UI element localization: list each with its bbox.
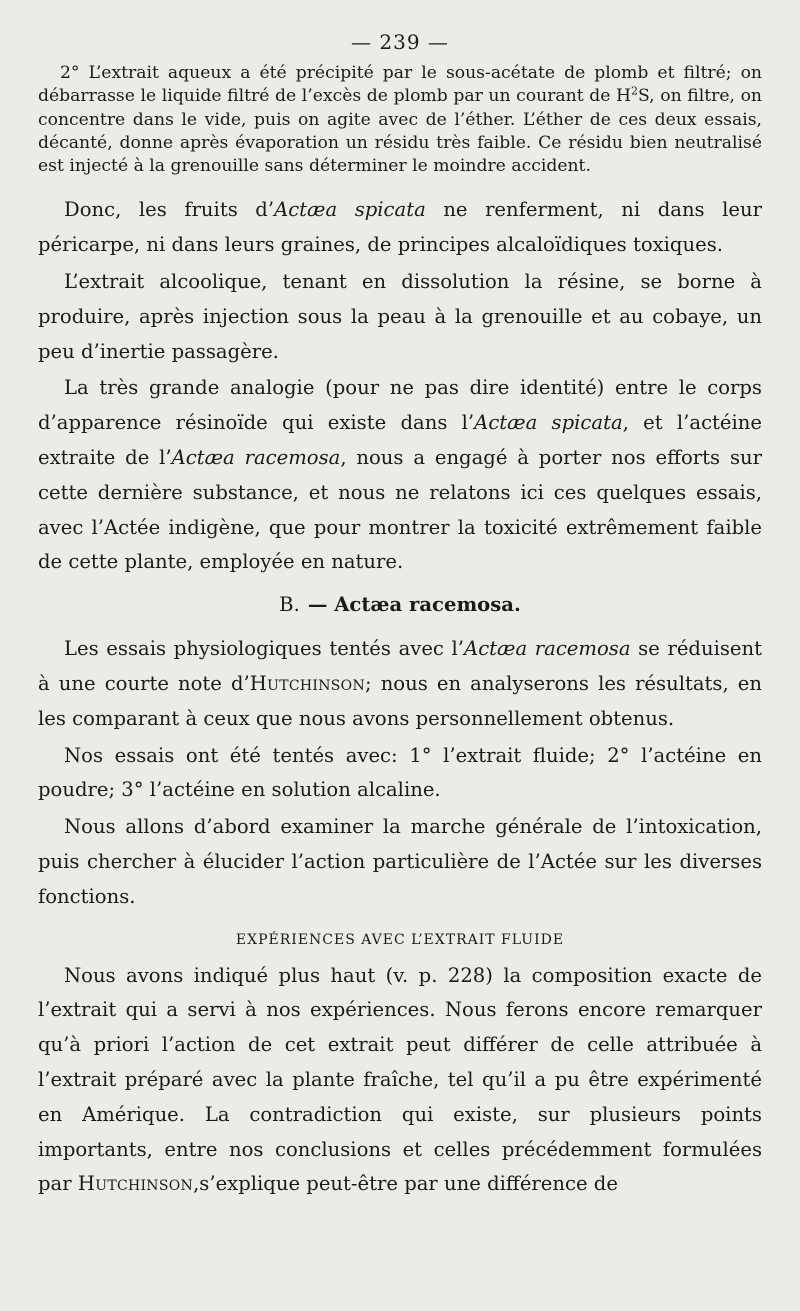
subsection-heading: EXPÉRIENCES AVEC L’EXTRAIT FLUIDE — [235, 931, 565, 948]
section-heading: B. — Actæa racemosa. — [279, 593, 521, 617]
paragraph-fluid-extract: Nous avons indiqué plus haut (v. p. 228) la composition exacte de l’extrait qui a servi à nos expériences. Nous ferons encore remarquer qu’à priori l’action de cet extrait peut différer de celle attribuée à l’extrait préparé avec la plante fraîche, tel qu’il a pu être expérimenté en Amérique. La contradiction qui existe, sur plusieurs points importants, entre nos conclusions et celles précédemment formulées par Hutchinson,s’explique peut-être par une différence de — [38, 963, 762, 1196]
paragraph-aqueous-extract: 2° L’extrait aqueux a été précipité par le sous-acétate de plomb et filtré; on débarrasse le liquide filtré de l’excès de plomb par un courant de $H^2S$, on filtre, on concentre dans le vide, puis on agite avec de l’éther. L’éther de ces deux essais, décanté, donne après évaporation un résidu très faible. Ce résidu bien neutralisé est injecté à la grenouille sans déterminer le moindre accident. — [38, 63, 762, 177]
paragraph-alcoholic-extract: L’extrait alcoolique, tenant en dissolution la résine, se borne à produire, après injection sous la peau à la grenouille et au cobaye, un peu d’inertie passagère. — [38, 270, 762, 363]
paragraph-analogy: La très grande analogie (pour ne pas dire identité) entre le corps d’apparence résinoïde qui existe dans l’Actæa spicata, et l’actéine extraite de l’Actæa racemosa, nous a engagé à porter nos efforts sur cette dernière substance, et nous ne relatons ici ces quelques essais, avec l’Actée indigène, que pour montrer la toxicité extrêmement faible de cette plante, employée en nature. — [38, 376, 763, 574]
paragraph-trials-list: Nos essais ont été tentés avec: 1° l’extrait fluide; 2° l’actéine en poudre; 3° l’actéine en solution alcaline. — [38, 743, 762, 802]
paragraph-plan: Nous allons d’abord examiner la marche générale de l’intoxication, puis chercher à élucider l’action particulière de l’Actée sur les diverses fonctions. — [38, 815, 762, 908]
paragraph-physiological-trials: Les essais physiologiques tentés avec l’Actæa racemosa se réduisent à une courte note d’Hutchinson; nous en analyserons les résultats, en les comparant à ceux que nous avons personnellement obtenus. — [38, 637, 762, 730]
paragraph-conclusion-fruits: Donc, les fruits d’Actæa spicata ne renferment, ni dans leur péricarpe, ni dans leurs graines, de principes alcaloïdiques toxiques. — [38, 198, 762, 257]
page-number: — 239 — — [351, 30, 449, 54]
